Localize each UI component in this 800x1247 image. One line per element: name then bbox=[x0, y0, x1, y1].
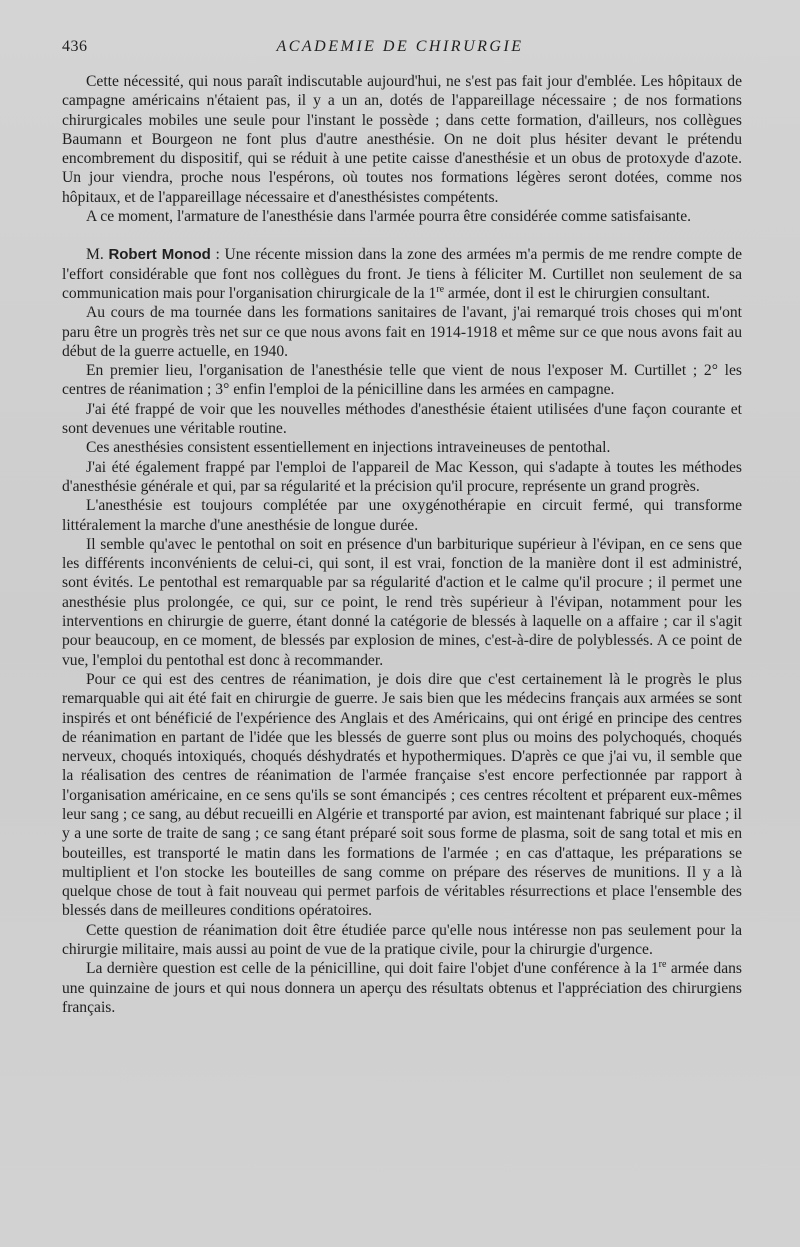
paragraph-text: : Une récente mission dans la zone des armées m'a permis de me rendre compte de l'effort considérable que font nos collègues du front. Je tiens à féliciter M. Curtillet non seulement de sa communication mais pour l'organisation chirurgicale de la 1re armée, dont il est le chirurgien consultant. bbox=[62, 246, 742, 302]
paragraph: A ce moment, l'armature de l'anesthésie dans l'armée pourra être considérée comme satisfaisante. bbox=[86, 208, 692, 226]
paragraph: En premier lieu, l'organisation de l'anesthésie telle que vient de nous l'exposer M. Curtillet ; 2° les centres de réanimation ; 3° enfin l'emploi de la pénicilline dans les armées en campagne. bbox=[62, 362, 742, 399]
paragraph: Pour ce qui est des centres de réanimation, je dois dire que c'est certainement là le progrès le plus remarquable qui ait été fait en chirurgie de guerre. Je sais bien que les médecins français aux armées se sont inspirés et ont bénéficié de l'expérience des Anglais et des Américains, qui ont érigé en principe des centres de réanimation en partant de l'idée que les blessés de guerre sont plus ou moins des polychoqués, choqués nerveux, choqués intoxiqués, choqués déshydratés et hypothermiques. D'après ce que j'ai vu, il semble que la réalisation des centres de réanimation de l'armée française s'est encore perfectionnée par rapport à l'organisation américaine, en ce sens qu'ils se sont émancipés ; ces centres récoltent et préparent eux-mêmes leur sang ; ce sang, au début recueilli en Algérie et transporté par avion, est maintenant fabriqué sur place ; il y a une sorte de traite de sang ; ce sang étant préparé soit sous forme de plasma, soit de sang total et mis en bouteilles, est transporté le matin dans les formations de l'armée ; en cas d'attaque, les préparations se multiplient et l'on stocke les bouteilles de sang comme on prépare des réserves de munitions. Il y a là quelque chose de tout à fait nouveau qui permet parfois de véritables résurrections et place l'ensemble des blessés dans de meilleures conditions opératoires. bbox=[62, 670, 742, 920]
paragraph: La dernière question est celle de la pénicilline, qui doit faire l'objet d'une conférence à la 1re armée dans une quinzaine de jours et qui nous donnera un aperçu des résultats obtenus et l'appréciation des chirurgiens français. bbox=[62, 959, 742, 1016]
paragraph: Cette question de réanimation doit être étudiée parce qu'elle nous intéresse non pas seulement pour la chirurgie militaire, mais aussi au point de vue de la pratique civile, pour la chirurgie d'urgence. bbox=[62, 921, 742, 959]
speaker-paragraph bbox=[62, 245, 742, 303]
running-title: ACADEMIE DE CHIRURGIE bbox=[276, 38, 524, 55]
page-number: 436 bbox=[62, 38, 88, 55]
paragraph: Il semble qu'avec le pentothal on soit en présence d'un barbiturique supérieur à l'évipan, en ce sens que les différents inconvénients de celui-ci, qui sont, il est vrai, fonction de la manière dont il est administré, sont évités. Le pentothal est remarquable par sa régularité d'action et le calme qu'il procure ; il permet une anesthésie plus prolongée, ce qui, sur ce point, le rend très supérieur à l'évipan, notamment pour les interventions en chirurgie de guerre, étant donné la catégorie de blessés à laquelle on a affaire ; car il s'agit pour beaucoup, en ce moment, de blessés par explosion de mines, c'est-à-dire de polyblessés. A ce point de vue, l'emploi du pentothal est donc à recommander. bbox=[62, 535, 742, 669]
paragraph: Cette nécessité, qui nous paraît indiscutable aujourd'hui, ne s'est pas fait jour d'emblée. Les hôpitaux de campagne américains n'étaient pas, il y a un an, dotés de l'appareillage nécessaire ; de nos formations chirurgicales mobiles une seule pour l'instant le possède ; dans cette formation, d'ailleurs, nos collègues Baumann et Bourgeon ne font plus d'autre anesthésie. On ne doit plus hésiter devant le prétendu encombrement du dispositif, qui se réduit à une petite caisse d'anesthésie et un obus de protoxyde d'azote. Un jour viendra, proche nous l'espérons, où toutes nos formations légères seront dotées, comme nos hôpitaux, et de l'appareillage nécessaire et d'anesthésistes compétents. bbox=[62, 73, 742, 206]
paragraph: Ces anesthésies consistent essentiellement en injections intraveineuses de pentothal. bbox=[86, 439, 611, 457]
paragraph: J'ai été également frappé par l'emploi de l'appareil de Mac Kesson, qui s'adapte à toutes les méthodes d'anesthésie générale et qui, par sa régularité et la précision qu'il procure, représente un grand progrès. bbox=[62, 458, 742, 495]
ordinal-suffix: re bbox=[658, 959, 667, 971]
speaker-prefix: M. bbox=[86, 246, 104, 264]
ordinal-suffix: re bbox=[436, 283, 445, 295]
paragraph: Au cours de ma tournée dans les formations sanitaires de l'avant, j'ai remarqué trois choses qui m'ont paru être un progrès très net sur ce que nous avons fait en 1914-1918 et même sur ce que nous avons fait au début de la guerre actuelle, en 1940. bbox=[62, 304, 742, 360]
page-header bbox=[62, 38, 738, 62]
paragraph: J'ai été frappé de voir que les nouvelles méthodes d'anesthésie étaient utilisées d'une façon courante et sont devenues une véritable routine. bbox=[62, 400, 742, 438]
speaker-name: Robert Monod bbox=[108, 246, 211, 264]
paragraph: L'anesthésie est toujours complétée par une oxygénothérapie en circuit fermé, qui transforme littéralement la marche d'une anesthésie de longue durée. bbox=[62, 497, 742, 534]
body-text bbox=[62, 72, 742, 1017]
